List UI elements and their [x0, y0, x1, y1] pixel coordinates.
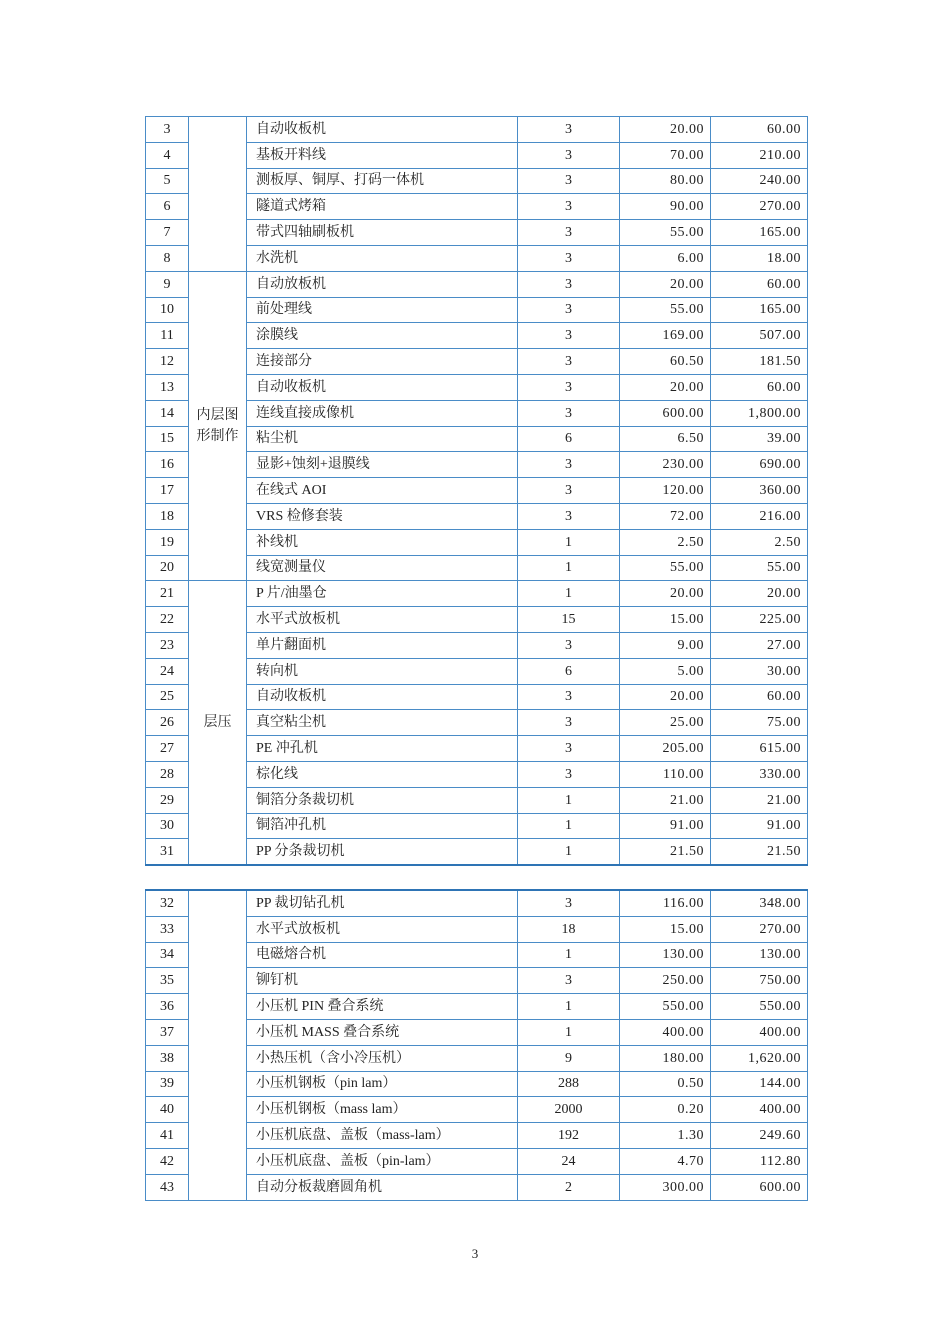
row-number: 35 [146, 968, 189, 994]
row-number: 10 [146, 297, 189, 323]
equipment-name: 前处理线 [247, 297, 518, 323]
equipment-name: 小压机钢板（pin lam） [247, 1071, 518, 1097]
unit-price: 21.50 [620, 839, 711, 865]
equipment-name: 自动收板机 [247, 684, 518, 710]
row-number: 24 [146, 658, 189, 684]
quantity: 2 [518, 1174, 620, 1200]
row-number: 42 [146, 1148, 189, 1174]
quantity: 3 [518, 452, 620, 478]
equipment-name: 粘尘机 [247, 426, 518, 452]
quantity: 3 [518, 890, 620, 916]
quantity: 15 [518, 607, 620, 633]
equipment-name: VRS 检修套装 [247, 503, 518, 529]
total-price: 60.00 [711, 684, 808, 710]
row-number: 38 [146, 1045, 189, 1071]
total-price: 60.00 [711, 374, 808, 400]
equipment-table-part-2 [145, 889, 808, 1201]
total-price: 165.00 [711, 297, 808, 323]
quantity: 1 [518, 787, 620, 813]
equipment-name: 补线机 [247, 529, 518, 555]
row-number: 37 [146, 1019, 189, 1045]
row-number: 28 [146, 761, 189, 787]
unit-price: 90.00 [620, 194, 711, 220]
process-group-cell [189, 117, 247, 272]
process-group-cell [189, 890, 247, 1200]
unit-price: 550.00 [620, 994, 711, 1020]
quantity: 3 [518, 736, 620, 762]
unit-price: 250.00 [620, 968, 711, 994]
unit-price: 180.00 [620, 1045, 711, 1071]
row-number: 41 [146, 1123, 189, 1149]
unit-price: 2.50 [620, 529, 711, 555]
quantity: 6 [518, 658, 620, 684]
unit-price: 72.00 [620, 503, 711, 529]
total-price: 360.00 [711, 478, 808, 504]
unit-price: 600.00 [620, 400, 711, 426]
quantity: 192 [518, 1123, 620, 1149]
unit-price: 0.20 [620, 1097, 711, 1123]
equipment-name: 带式四轴刷板机 [247, 220, 518, 246]
quantity: 1 [518, 555, 620, 581]
equipment-name: 测板厚、铜厚、打码一体机 [247, 168, 518, 194]
row-number: 8 [146, 245, 189, 271]
table-row [146, 581, 808, 607]
row-number: 17 [146, 478, 189, 504]
row-number: 31 [146, 839, 189, 865]
row-number: 33 [146, 916, 189, 942]
quantity: 3 [518, 503, 620, 529]
row-number: 19 [146, 529, 189, 555]
total-price: 225.00 [711, 607, 808, 633]
table-row [146, 271, 808, 297]
total-price: 130.00 [711, 942, 808, 968]
unit-price: 6.00 [620, 245, 711, 271]
equipment-name: 小压机 PIN 叠合系统 [247, 994, 518, 1020]
equipment-name: 棕化线 [247, 761, 518, 787]
quantity: 288 [518, 1071, 620, 1097]
equipment-name: 铜箔分条裁切机 [247, 787, 518, 813]
unit-price: 4.70 [620, 1148, 711, 1174]
unit-price: 400.00 [620, 1019, 711, 1045]
total-price: 507.00 [711, 323, 808, 349]
total-price: 270.00 [711, 194, 808, 220]
total-price: 75.00 [711, 710, 808, 736]
row-number: 9 [146, 271, 189, 297]
total-price: 600.00 [711, 1174, 808, 1200]
row-number: 25 [146, 684, 189, 710]
quantity: 3 [518, 349, 620, 375]
quantity: 1 [518, 813, 620, 839]
equipment-name: 小压机底盘、盖板（pin-lam） [247, 1148, 518, 1174]
total-price: 550.00 [711, 994, 808, 1020]
unit-price: 70.00 [620, 142, 711, 168]
total-price: 690.00 [711, 452, 808, 478]
total-price: 181.50 [711, 349, 808, 375]
equipment-name: 铆钉机 [247, 968, 518, 994]
unit-price: 1.30 [620, 1123, 711, 1149]
equipment-name: 自动放板机 [247, 271, 518, 297]
equipment-name: 真空粘尘机 [247, 710, 518, 736]
total-price: 348.00 [711, 890, 808, 916]
row-number: 20 [146, 555, 189, 581]
total-price: 750.00 [711, 968, 808, 994]
quantity: 3 [518, 761, 620, 787]
table-row [146, 117, 808, 143]
unit-price: 9.00 [620, 632, 711, 658]
unit-price: 80.00 [620, 168, 711, 194]
quantity: 3 [518, 968, 620, 994]
process-group-cell: 内层图形制作 [189, 271, 247, 581]
row-number: 39 [146, 1071, 189, 1097]
total-price: 400.00 [711, 1019, 808, 1045]
total-price: 112.80 [711, 1148, 808, 1174]
quantity: 3 [518, 245, 620, 271]
unit-price: 120.00 [620, 478, 711, 504]
row-number: 16 [146, 452, 189, 478]
equipment-name: 自动收板机 [247, 374, 518, 400]
table-row [146, 890, 808, 916]
unit-price: 55.00 [620, 297, 711, 323]
row-number: 30 [146, 813, 189, 839]
total-price: 270.00 [711, 916, 808, 942]
quantity: 3 [518, 271, 620, 297]
quantity: 3 [518, 168, 620, 194]
equipment-name: PP 分条裁切机 [247, 839, 518, 865]
row-number: 32 [146, 890, 189, 916]
unit-price: 91.00 [620, 813, 711, 839]
row-number: 21 [146, 581, 189, 607]
equipment-name: 涂膜线 [247, 323, 518, 349]
quantity: 1 [518, 994, 620, 1020]
total-price: 20.00 [711, 581, 808, 607]
total-price: 18.00 [711, 245, 808, 271]
total-price: 216.00 [711, 503, 808, 529]
quantity: 24 [518, 1148, 620, 1174]
equipment-name: 水平式放板机 [247, 607, 518, 633]
quantity: 3 [518, 684, 620, 710]
unit-price: 21.00 [620, 787, 711, 813]
equipment-name: 小热压机（含小冷压机） [247, 1045, 518, 1071]
equipment-name: 水平式放板机 [247, 916, 518, 942]
row-number: 4 [146, 142, 189, 168]
quantity: 6 [518, 426, 620, 452]
unit-price: 25.00 [620, 710, 711, 736]
quantity: 3 [518, 632, 620, 658]
total-price: 165.00 [711, 220, 808, 246]
unit-price: 20.00 [620, 581, 711, 607]
row-number: 36 [146, 994, 189, 1020]
row-number: 5 [146, 168, 189, 194]
equipment-name: 显影+蚀刻+退膜线 [247, 452, 518, 478]
equipment-name: 小压机底盘、盖板（mass-lam） [247, 1123, 518, 1149]
row-number: 15 [146, 426, 189, 452]
row-number: 7 [146, 220, 189, 246]
row-number: 12 [146, 349, 189, 375]
unit-price: 205.00 [620, 736, 711, 762]
quantity: 1 [518, 1019, 620, 1045]
quantity: 3 [518, 117, 620, 143]
total-price: 2.50 [711, 529, 808, 555]
equipment-name: 隧道式烤箱 [247, 194, 518, 220]
unit-price: 116.00 [620, 890, 711, 916]
quantity: 3 [518, 323, 620, 349]
quantity: 2000 [518, 1097, 620, 1123]
unit-price: 300.00 [620, 1174, 711, 1200]
quantity: 3 [518, 142, 620, 168]
equipment-name: 自动分板裁磨圆角机 [247, 1174, 518, 1200]
row-number: 23 [146, 632, 189, 658]
total-price: 39.00 [711, 426, 808, 452]
equipment-name: 在线式 AOI [247, 478, 518, 504]
unit-price: 55.00 [620, 555, 711, 581]
unit-price: 55.00 [620, 220, 711, 246]
equipment-name: 电磁熔合机 [247, 942, 518, 968]
row-number: 40 [146, 1097, 189, 1123]
equipment-name: 小压机钢板（mass lam） [247, 1097, 518, 1123]
equipment-name: PE 冲孔机 [247, 736, 518, 762]
unit-price: 0.50 [620, 1071, 711, 1097]
unit-price: 15.00 [620, 607, 711, 633]
total-price: 240.00 [711, 168, 808, 194]
quantity: 9 [518, 1045, 620, 1071]
total-price: 27.00 [711, 632, 808, 658]
quantity: 1 [518, 839, 620, 865]
quantity: 3 [518, 400, 620, 426]
total-price: 21.00 [711, 787, 808, 813]
equipment-name: 基板开料线 [247, 142, 518, 168]
row-number: 26 [146, 710, 189, 736]
unit-price: 20.00 [620, 684, 711, 710]
equipment-name: 自动收板机 [247, 117, 518, 143]
total-price: 1,620.00 [711, 1045, 808, 1071]
row-number: 27 [146, 736, 189, 762]
equipment-name: PP 裁切钻孔机 [247, 890, 518, 916]
total-price: 60.00 [711, 117, 808, 143]
row-number: 18 [146, 503, 189, 529]
unit-price: 110.00 [620, 761, 711, 787]
equipment-name: 连线直接成像机 [247, 400, 518, 426]
quantity: 3 [518, 374, 620, 400]
unit-price: 230.00 [620, 452, 711, 478]
total-price: 21.50 [711, 839, 808, 865]
unit-price: 5.00 [620, 658, 711, 684]
quantity: 3 [518, 478, 620, 504]
equipment-name: 水洗机 [247, 245, 518, 271]
row-number: 11 [146, 323, 189, 349]
quantity: 1 [518, 942, 620, 968]
quantity: 1 [518, 581, 620, 607]
row-number: 43 [146, 1174, 189, 1200]
quantity: 3 [518, 220, 620, 246]
unit-price: 20.00 [620, 271, 711, 297]
quantity: 1 [518, 529, 620, 555]
total-price: 210.00 [711, 142, 808, 168]
total-price: 55.00 [711, 555, 808, 581]
equipment-name: 单片翻面机 [247, 632, 518, 658]
unit-price: 20.00 [620, 117, 711, 143]
row-number: 14 [146, 400, 189, 426]
row-number: 29 [146, 787, 189, 813]
quantity: 3 [518, 194, 620, 220]
equipment-name: 转向机 [247, 658, 518, 684]
total-price: 91.00 [711, 813, 808, 839]
page-number: 3 [471, 1246, 479, 1261]
row-number: 13 [146, 374, 189, 400]
total-price: 615.00 [711, 736, 808, 762]
equipment-name: 连接部分 [247, 349, 518, 375]
total-price: 144.00 [711, 1071, 808, 1097]
equipment-name: P 片/油墨仓 [247, 581, 518, 607]
unit-price: 20.00 [620, 374, 711, 400]
total-price: 30.00 [711, 658, 808, 684]
unit-price: 6.50 [620, 426, 711, 452]
quantity: 18 [518, 916, 620, 942]
row-number: 34 [146, 942, 189, 968]
equipment-name: 小压机 MASS 叠合系统 [247, 1019, 518, 1045]
unit-price: 60.50 [620, 349, 711, 375]
total-price: 249.60 [711, 1123, 808, 1149]
equipment-table-part-1 [145, 116, 808, 866]
total-price: 400.00 [711, 1097, 808, 1123]
equipment-name: 线宽测量仪 [247, 555, 518, 581]
quantity: 3 [518, 297, 620, 323]
unit-price: 130.00 [620, 942, 711, 968]
row-number: 22 [146, 607, 189, 633]
total-price: 60.00 [711, 271, 808, 297]
unit-price: 15.00 [620, 916, 711, 942]
total-price: 330.00 [711, 761, 808, 787]
total-price: 1,800.00 [711, 400, 808, 426]
row-number: 3 [146, 117, 189, 143]
equipment-name: 铜箔冲孔机 [247, 813, 518, 839]
row-number: 6 [146, 194, 189, 220]
quantity: 3 [518, 710, 620, 736]
process-group-cell: 层压 [189, 581, 247, 865]
unit-price: 169.00 [620, 323, 711, 349]
